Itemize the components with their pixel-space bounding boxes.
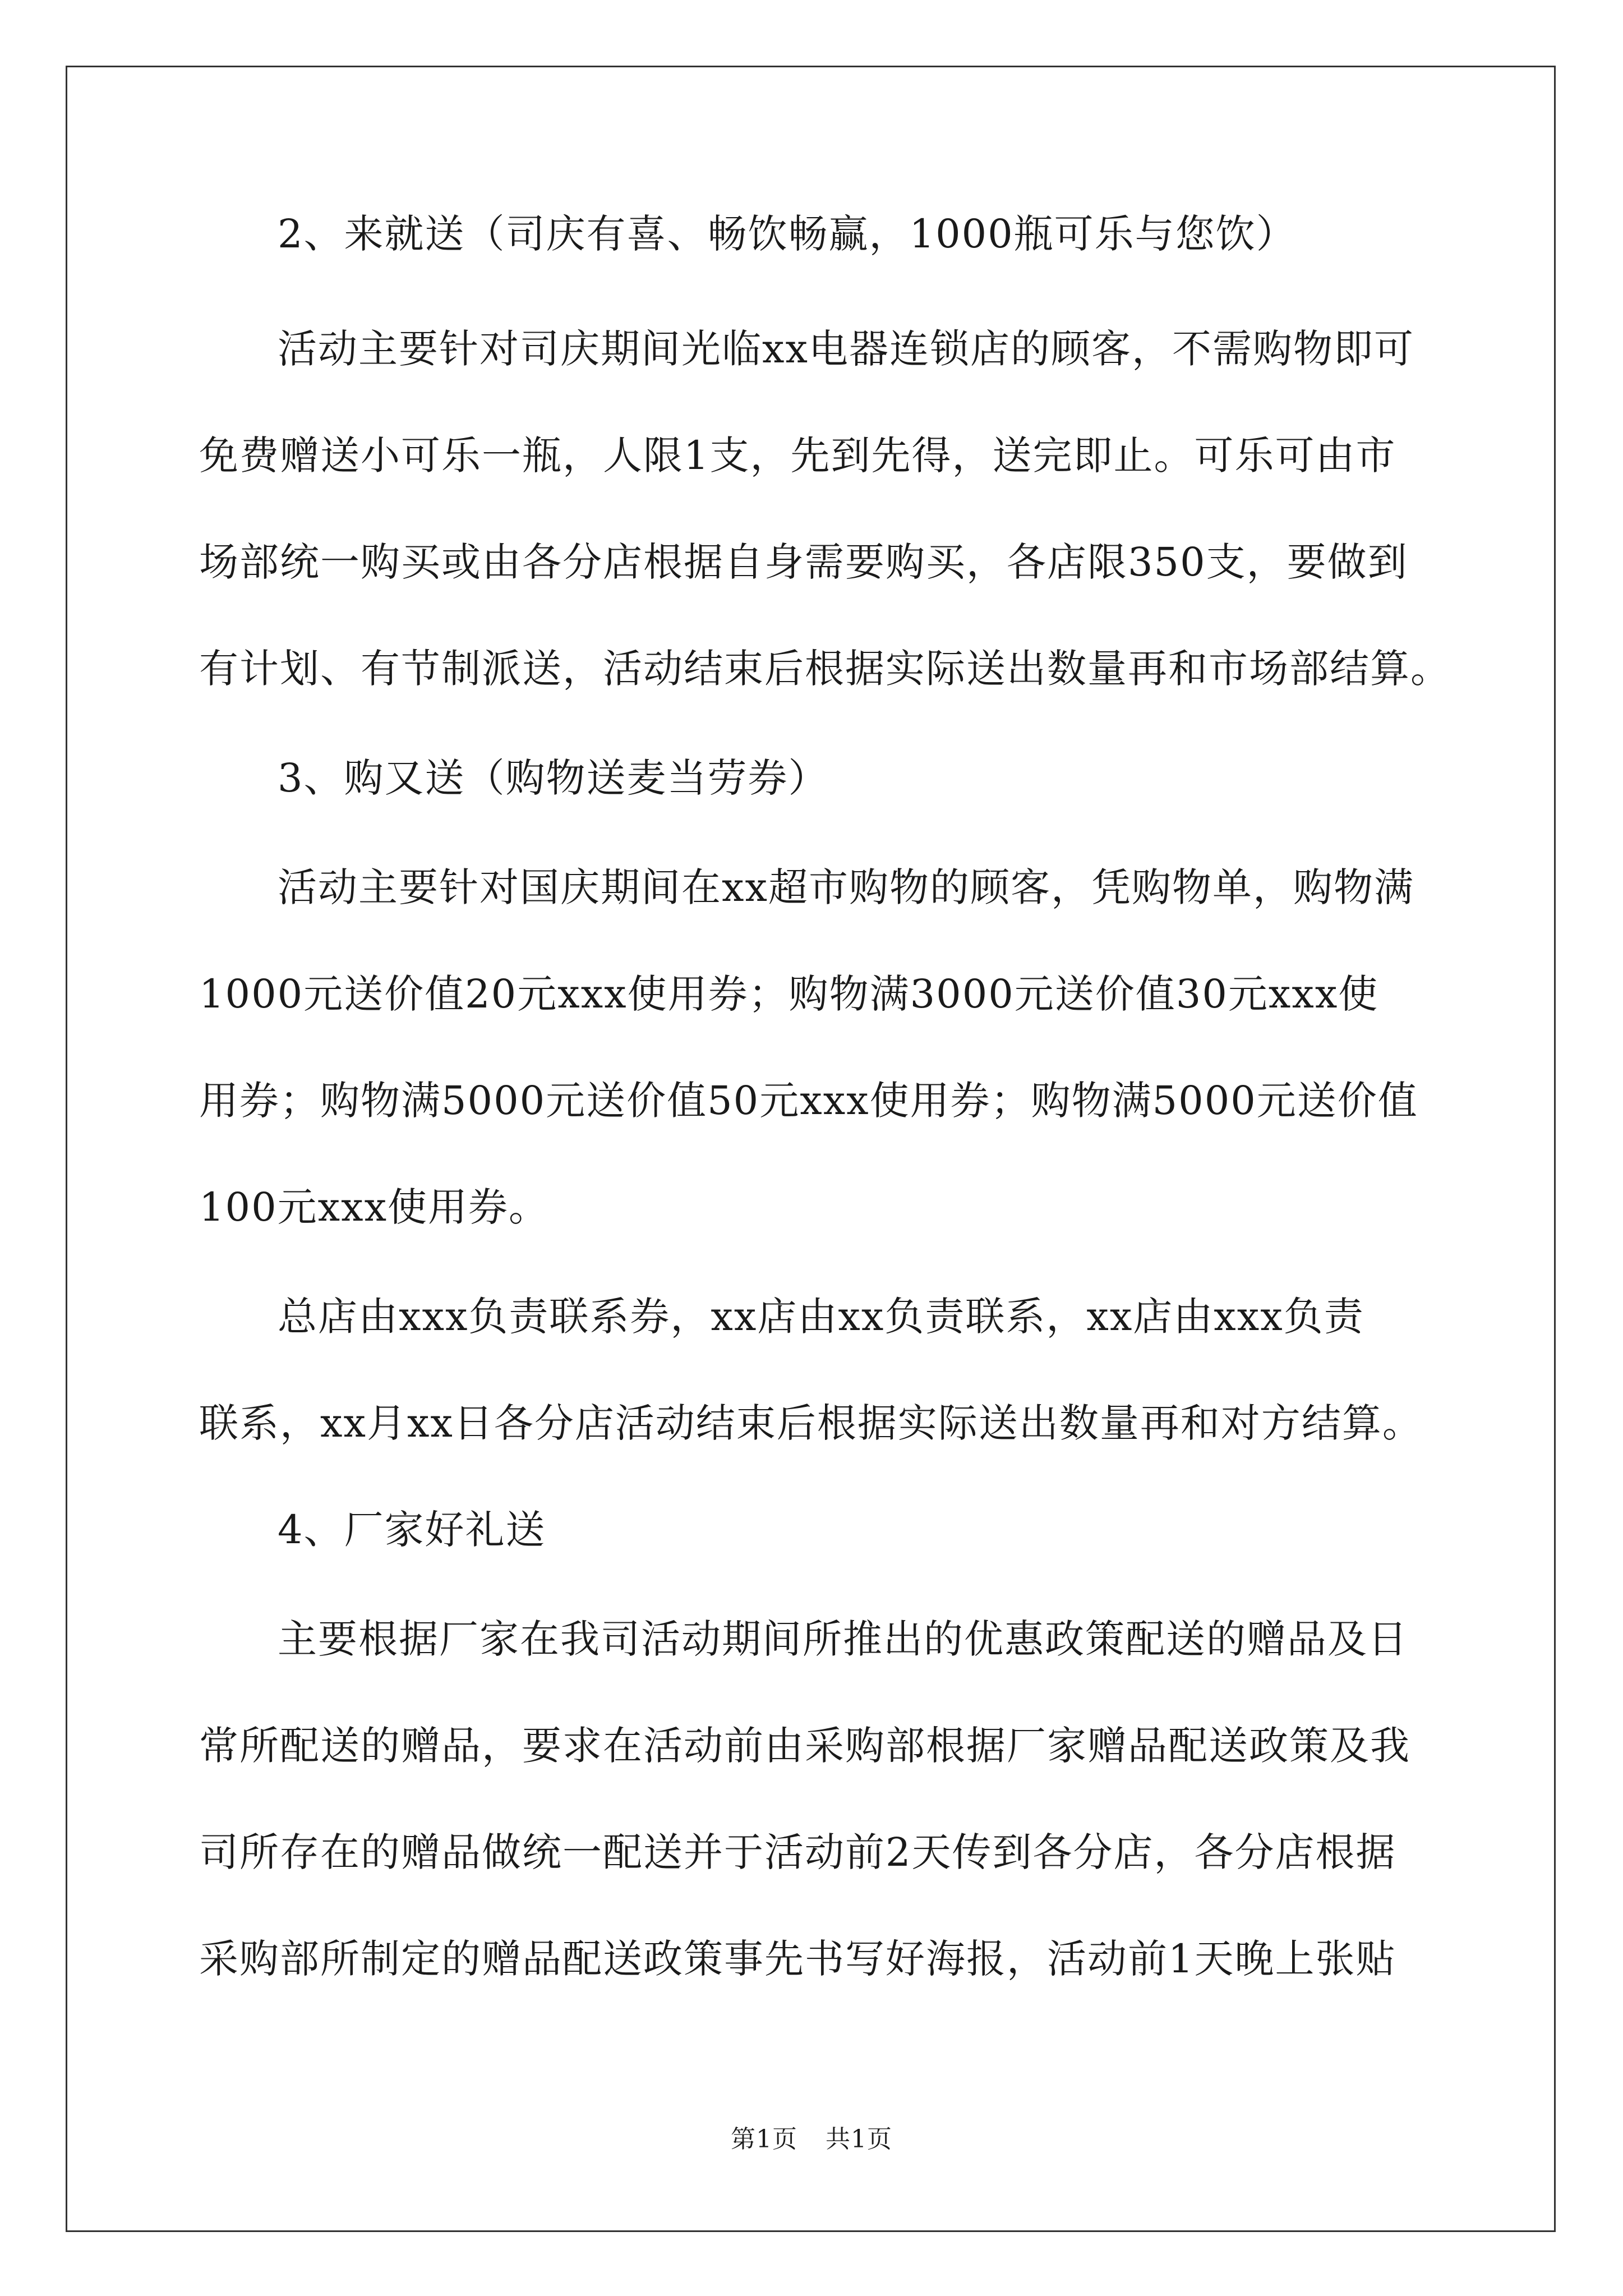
paragraph-line: 活动主要针对司庆期间光临xx电器连锁店的顾客，不需购物即可 [278,326,1414,372]
heading-2: 2、来就送（司庆有喜、畅饮畅赢，1000瓶可乐与您饮） [278,211,1297,257]
paragraph-line: 免费赠送小可乐一瓶，人限1支，先到先得，送完即止。可乐可由市 [199,432,1396,478]
paragraph-line: 100元xxx使用券。 [199,1184,550,1230]
page-border [66,66,1556,2232]
paragraph-line: 场部统一购买或由各分店根据自身需要购买，各店限350支，要做到 [199,539,1408,585]
paragraph-line: 活动主要针对国庆期间在xx超市购物的顾客，凭购物单，购物满 [278,864,1414,910]
paragraph-line: 采购部所制定的赠品配送政策事先书写好海报，活动前1天晚上张贴 [199,1936,1396,1982]
page-total: 共1页 [826,2125,892,2154]
paragraph-line: 用券；购物满5000元送价值50元xxx使用券；购物满5000元送价值 [199,1078,1418,1124]
paragraph-line: 主要根据厂家在我司活动期间所推出的优惠政策配送的赠品及日 [278,1616,1408,1662]
paragraph-line: 有计划、有节制派送，活动结束后根据实际送出数量再和市场部结算。 [199,646,1451,692]
paragraph-line: 1000元送价值20元xxx使用券；购物满3000元送价值30元xxx使 [199,971,1379,1017]
page-footer [0,2123,1623,2156]
page-number: 第1页 [731,2125,797,2154]
paragraph-line: 联系，xx月xx日各分店活动结束后根据实际送出数量再和对方结算。 [199,1400,1423,1446]
paragraph-line: 总店由xxx负责联系券，xx店由xx负责联系，xx店由xxx负责 [278,1294,1364,1340]
heading-4: 4、厂家好礼送 [278,1507,546,1553]
heading-3: 3、购又送（购物送麦当劳券） [278,755,829,801]
paragraph-line: 司所存在的赠品做统一配送并于活动前2天传到各分店，各分店根据 [199,1829,1396,1875]
paragraph-line: 常所配送的赠品，要求在活动前由采购部根据厂家赠品配送政策及我 [199,1723,1410,1769]
